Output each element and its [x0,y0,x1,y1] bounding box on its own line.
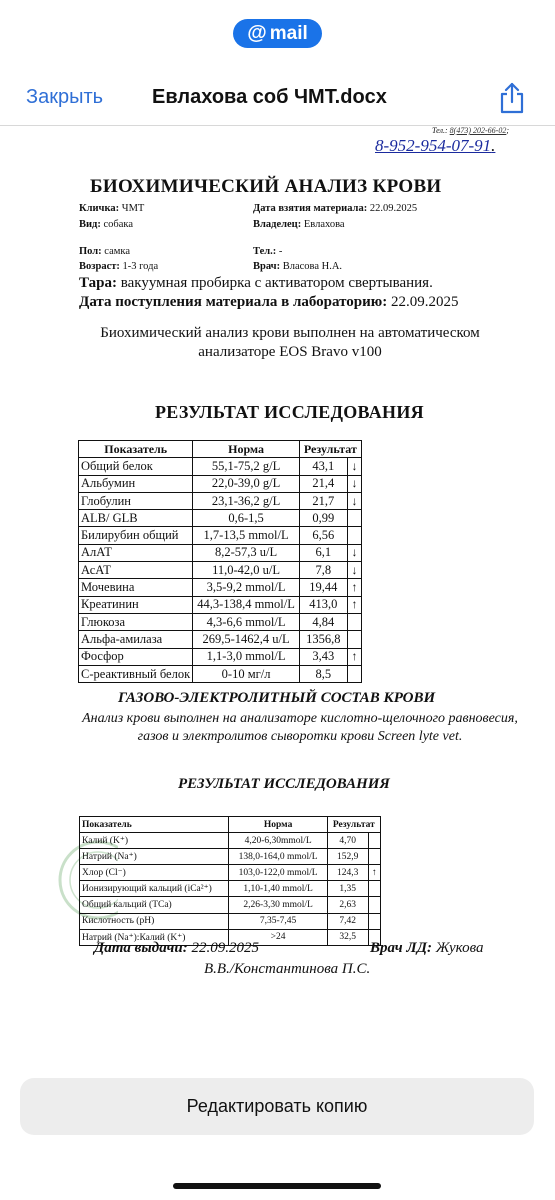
lab-doctor-names: В.В./Константинова П.С. [204,961,371,977]
field-nickname: Кличка: ЧМТ [79,203,145,214]
header-result: Результат [299,441,361,458]
indicator-cell: Общий белок [79,458,193,475]
table-row [80,833,381,849]
result-cell: 43,1 [299,458,347,475]
norm-cell: >24 [229,929,327,945]
field-owner: Владелец: Евлахова [253,219,345,230]
indicator-cell: Натрий (Na⁺):Калий (K⁺) [80,929,229,945]
analyzer-note: Биохимический анализ крови выполнен на автоматическом анализаторе EOS Bravo v100 [100,325,480,360]
result-cell: 152,9 [327,849,368,865]
indicator-cell: С-реактивный белок [79,665,193,682]
document-page [0,126,555,1066]
flag-cell [368,897,380,913]
table-row [79,631,362,648]
flag-cell: ↑ [347,579,361,596]
result-cell: 32,5 [327,929,368,945]
indicator-cell: АлАТ [79,544,193,561]
table-row [80,897,381,913]
norm-cell: 1,1-3,0 mmol/L [193,648,299,665]
indicator-cell: Общий кальций (TCa) [80,897,229,913]
header-indicator: Показатель [80,817,229,833]
result-cell: 8,5 [299,665,347,682]
result-cell: 124,3 [327,865,368,881]
share-icon[interactable] [498,82,526,114]
indicator-cell: АсАТ [79,562,193,579]
flag-cell: ↓ [347,562,361,579]
norm-cell: 22,0-39,0 g/L [193,475,299,492]
indicator-cell: Креатинин [79,596,193,613]
field-vet: Врач: Власова Н.А. [253,261,343,272]
home-indicator[interactable] [173,1183,381,1189]
indicator-cell: Хлор (Cl⁻) [80,865,229,881]
lab-doctor: Врач ЛД: Жукова [370,940,484,956]
field-tel: Тел.: - [253,246,283,257]
edit-copy-button[interactable]: Редактировать копию [20,1078,534,1135]
table-row [79,613,362,630]
electrolyte-table [79,816,381,946]
close-button[interactable]: Закрыть [26,86,104,108]
flag-cell: ↓ [347,458,361,475]
indicator-cell: ALB/ GLB [79,510,193,527]
flag-cell: ↑ [368,865,380,881]
table-row [79,475,362,492]
flag-cell: ↑ [347,648,361,665]
table-row [79,596,362,613]
norm-cell: 23,1-36,2 g/L [193,492,299,509]
norm-cell: 55,1-75,2 g/L [193,458,299,475]
result-cell: 21,7 [299,492,347,509]
arrival-date: Дата поступления материала в лабораторию: 22.09.2025 [79,294,459,310]
lab-phone[interactable]: 8-952-954-07-91. [375,136,496,155]
field-age: Возраст: 1-3 года [79,261,159,272]
norm-cell: 0,6-1,5 [193,510,299,527]
flag-cell [347,665,361,682]
at-icon: @ [247,22,267,44]
lab-phone-small: Тел.: 8(473) 202-66-02; [432,126,509,135]
table-row [79,458,362,475]
flag-cell [368,849,380,865]
norm-cell: 4,3-6,6 mmol/L [193,613,299,630]
container-type: Тара: вакуумная пробирка с активатором свертывания. [79,275,433,291]
table-row [79,665,362,682]
gas-electrolyte-title: ГАЗОВО-ЭЛЕКТРОЛИТНЫЙ СОСТАВ КРОВИ [118,690,436,706]
table-row [79,579,362,596]
result-cell: 21,4 [299,475,347,492]
indicator-cell: Альбумин [79,475,193,492]
table-row [79,510,362,527]
indicator-cell: Билирубин общий [79,527,193,544]
mail-badge-label: mail [269,22,308,44]
header-result: Результат [327,817,380,833]
flag-cell: ↑ [347,596,361,613]
table-row [80,865,381,881]
flag-cell: ↓ [347,544,361,561]
field-species: Вид: собака [79,219,134,230]
nav-bar [0,70,555,126]
table-header-row [80,817,381,833]
document-title: Евлахова соб ЧМТ.docx [152,86,387,108]
result-cell: 413,0 [299,596,347,613]
issue-date: Дата выдачи: 22.09.2025 [94,940,259,956]
analysis-title: БИОХИМИЧЕСКИЙ АНАЛИЗ КРОВИ [90,176,442,197]
result-cell: 6,1 [299,544,347,561]
norm-cell: 0-10 мг/л [193,665,299,682]
header-norm: Норма [193,441,299,458]
mail-badge [233,19,322,48]
result-cell: 2,63 [327,897,368,913]
indicator-cell: Калий (K⁺) [80,833,229,849]
field-sample-date: Дата взятия материала: 22.09.2025 [253,203,418,214]
table-header-row [79,441,362,458]
norm-cell: 2,26-3,30 mmol/L [229,897,327,913]
norm-cell: 4,20-6,30mmol/L [229,833,327,849]
indicator-cell: Альфа-амилаза [79,631,193,648]
norm-cell: 269,5-1462,4 u/L [193,631,299,648]
table-row [79,492,362,509]
table-row [79,544,362,561]
result-cell: 4,84 [299,613,347,630]
norm-cell: 44,3-138,4 mmol/L [193,596,299,613]
result-title-2: РЕЗУЛЬТАТ ИССЛЕДОВАНИЯ [178,776,390,792]
flag-cell [347,631,361,648]
norm-cell: 8,2-57,3 u/L [193,544,299,561]
result-cell: 4,70 [327,833,368,849]
table-row [80,913,381,929]
flag-cell [347,613,361,630]
indicator-cell: Натрий (Na⁺) [80,849,229,865]
indicator-cell: Глобулин [79,492,193,509]
result-cell: 6,56 [299,527,347,544]
result-cell: 7,42 [327,913,368,929]
indicator-cell: Ионизирующий кальций (iCa²⁺) [80,881,229,897]
norm-cell: 103,0-122,0 mmol/L [229,865,327,881]
table-row [79,527,362,544]
flag-cell [347,527,361,544]
result-cell: 0,99 [299,510,347,527]
flag-cell [347,510,361,527]
norm-cell: 1,10-1,40 mmol/L [229,881,327,897]
indicator-cell: Кислотность (pH) [80,913,229,929]
table-row [80,849,381,865]
result-cell: 19,44 [299,579,347,596]
flag-cell: ↓ [347,492,361,509]
result-cell: 7,8 [299,562,347,579]
result-title: РЕЗУЛЬТАТ ИССЛЕДОВАНИЯ [155,402,424,422]
flag-cell [368,881,380,897]
gas-analyzer-note: Анализ крови выполнен на анализаторе кислотно-щелочного равновесия, газов и электролитов сыворотки крови Screen lyte vet. [82,711,518,744]
biochem-table [78,440,362,683]
indicator-cell: Мочевина [79,579,193,596]
table-row [79,562,362,579]
indicator-cell: Фосфор [79,648,193,665]
header-norm: Норма [229,817,327,833]
indicator-cell: Глюкоза [79,613,193,630]
norm-cell: 1,7-13,5 mmol/L [193,527,299,544]
header-indicator: Показатель [79,441,193,458]
table-row [79,648,362,665]
result-cell: 1,35 [327,881,368,897]
flag-cell [368,913,380,929]
norm-cell: 138,0-164,0 mmol/L [229,849,327,865]
norm-cell: 3,5-9,2 mmol/L [193,579,299,596]
flag-cell: ↓ [347,475,361,492]
result-cell: 3,43 [299,648,347,665]
result-cell: 1356,8 [299,631,347,648]
flag-cell [368,833,380,849]
norm-cell: 7,35-7,45 [229,913,327,929]
field-sex: Пол: самка [79,246,130,257]
table-row [80,881,381,897]
norm-cell: 11,0-42,0 u/L [193,562,299,579]
